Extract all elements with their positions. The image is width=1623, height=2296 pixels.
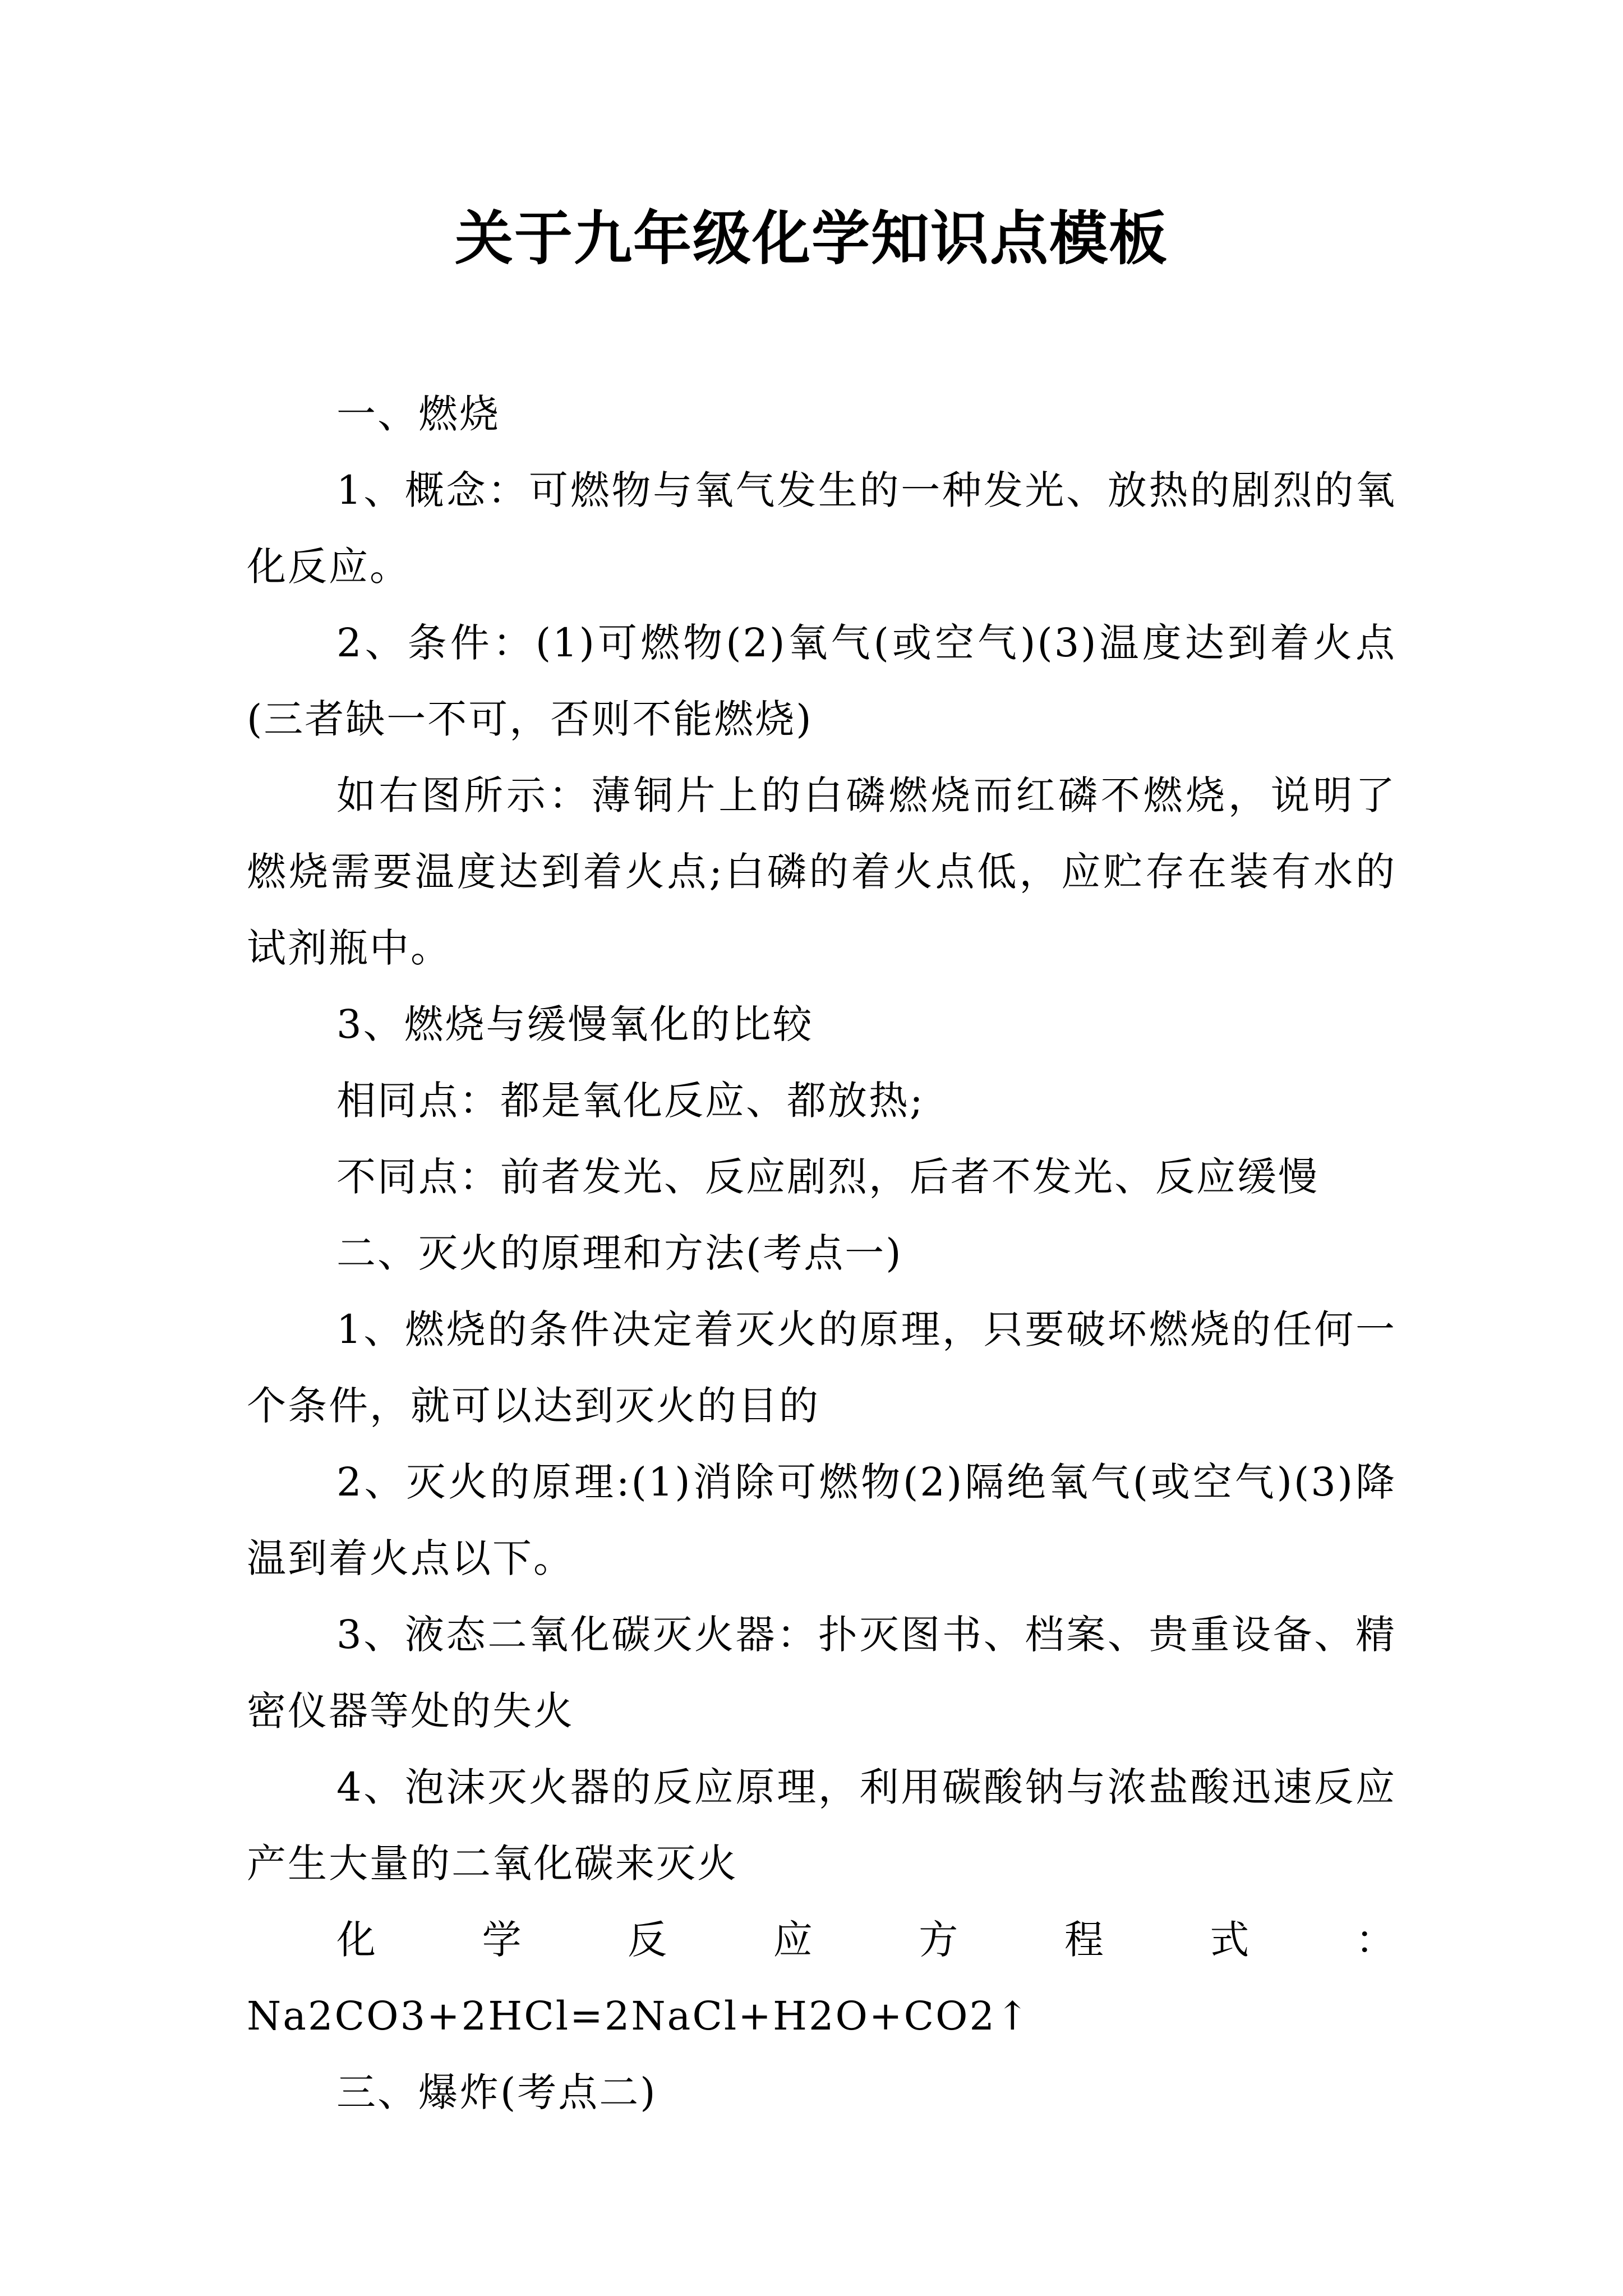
paragraph-differences: 不同点：前者发光、反应剧烈，后者不发光、反应缓慢 bbox=[336, 1154, 1319, 1200]
paragraph-chemical-equation: 化学反应方程式：Na2CO3+2HCl=2NaCl+H2O+CO2↑ bbox=[247, 1917, 1396, 2039]
paragraph-extinguishing-principle: 2、灭火的原理:(1)消除可燃物(2)隔绝氧气(或空气)(3)降温到着火点以下。 bbox=[247, 1459, 1396, 1581]
document-body bbox=[247, 376, 1396, 2131]
paragraph-figure-explanation: 如右图所示：薄铜片上的白磷燃烧而红磷不燃烧，说明了燃烧需要温度达到着火点;白磷的着火点低，应贮存在装有水的试剂瓶中。 bbox=[247, 772, 1396, 971]
section-heading-explosion: 三、爆炸(考点二) bbox=[336, 2069, 657, 2115]
paragraph-similarities: 相同点：都是氧化反应、都放热; bbox=[336, 1078, 925, 1124]
paragraph-extinguishing-conditions: 1、燃烧的条件决定着灭火的原理，只要破坏燃烧的任何一个条件，就可以达到灭火的目的 bbox=[247, 1306, 1396, 1429]
paragraph-foam-extinguisher: 4、泡沫灭火器的反应原理，利用碳酸钠与浓盐酸迅速反应产生大量的二氧化碳来灭火 bbox=[247, 1764, 1396, 1887]
section-heading-extinguishing: 二、灭火的原理和方法(考点一) bbox=[336, 1230, 903, 1276]
paragraph-comparison-heading: 3、燃烧与缓慢氧化的比较 bbox=[336, 1001, 814, 1047]
paragraph-co2-extinguisher: 3、液态二氧化碳灭火器：扑灭图书、档案、贵重设备、精密仪器等处的失火 bbox=[247, 1612, 1396, 1734]
document-title: 关于九年级化学知识点模板 bbox=[454, 204, 1168, 273]
paragraph-conditions: 2、条件：(1)可燃物(2)氧气(或空气)(3)温度达到着火点(三者缺一不可，否则不能燃烧) bbox=[247, 620, 1396, 742]
section-heading-combustion: 一、燃烧 bbox=[336, 391, 500, 437]
paragraph-concept: 1、概念：可燃物与氧气发生的一种发光、放热的剧烈的氧化反应。 bbox=[247, 467, 1396, 590]
